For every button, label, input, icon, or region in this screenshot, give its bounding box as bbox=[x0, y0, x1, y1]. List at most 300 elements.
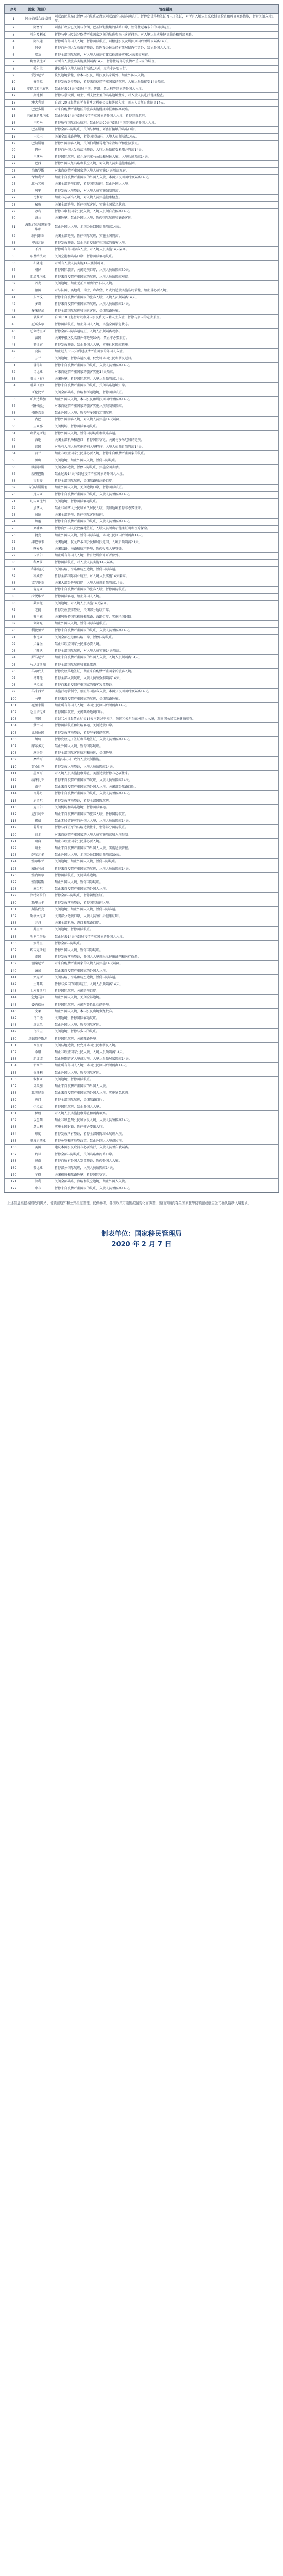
table-row bbox=[5, 1090, 279, 1097]
table-body bbox=[5, 14, 279, 1192]
table-row bbox=[5, 181, 279, 188]
table-row bbox=[5, 140, 279, 147]
row-number: 42 bbox=[5, 301, 23, 308]
row-country: 毛里求斯 bbox=[23, 702, 53, 709]
row-country: 墨西哥 bbox=[23, 770, 53, 777]
row-number: 106 bbox=[5, 736, 23, 743]
table-row bbox=[5, 1036, 279, 1042]
row-policy: 阿联酋民航局已暂停国内航班及往返阿联酋的国际客运航班，暂停发放落地签证及电子签证，对所有入境人员采取健康检查和隔离观察措施，暂时关闭入境口岸。 bbox=[53, 14, 279, 25]
table-row bbox=[5, 1131, 279, 1138]
table-row bbox=[5, 1104, 279, 1110]
table-row bbox=[5, 614, 279, 621]
table-row bbox=[5, 702, 279, 709]
row-country: 汤加 bbox=[23, 968, 53, 974]
row-number: 100 bbox=[5, 696, 23, 702]
table-row bbox=[5, 560, 279, 566]
row-country: 巴林 bbox=[23, 147, 53, 154]
row-policy: 暂停向所有外国人发放签证，暂停外国人入境。 bbox=[53, 1158, 279, 1165]
row-number: 12 bbox=[5, 93, 23, 99]
row-number: 129 bbox=[5, 893, 23, 900]
row-policy: 暂停来自疫情严重国家的旅客入境，入境人员须隔离14天。 bbox=[53, 294, 279, 301]
row-country: 安提瓜和巴布达 bbox=[23, 86, 53, 93]
row-country: 利比里亚 bbox=[23, 628, 53, 634]
table-row bbox=[5, 93, 279, 99]
row-country: 巴哈马 bbox=[23, 120, 53, 127]
table-row bbox=[5, 1015, 279, 1022]
row-country: 意大利 bbox=[23, 1124, 53, 1131]
row-country: 东帝汶 bbox=[23, 294, 53, 301]
row-policy: 暂停向外国人发放落地签证，入境人员须接受检测并隔离14天。 bbox=[53, 147, 279, 154]
row-policy: 暂停国际航班，关闭陆路边境。 bbox=[53, 1036, 279, 1042]
row-number: 119 bbox=[5, 825, 23, 832]
table-row bbox=[5, 539, 279, 546]
table-row bbox=[5, 668, 279, 675]
table-row bbox=[5, 1144, 279, 1151]
row-country: 格鲁吉亚 bbox=[23, 410, 53, 416]
row-number: 28 bbox=[5, 201, 23, 208]
table-row bbox=[5, 31, 279, 38]
issuing-agency: 制表单位：国家移民管理局 bbox=[101, 1230, 182, 1239]
table-row bbox=[5, 526, 279, 532]
row-country: 塞浦路斯 bbox=[23, 879, 53, 886]
row-country: 朝鲜 bbox=[23, 267, 53, 274]
row-policy: 关闭机场和陆路边境，暂停国际客运。 bbox=[53, 1172, 279, 1178]
row-number: 34 bbox=[5, 247, 23, 253]
table-row bbox=[5, 607, 279, 614]
row-number: 30 bbox=[5, 215, 23, 222]
row-country: 加蓬 bbox=[23, 519, 53, 526]
row-number: 141 bbox=[5, 974, 23, 981]
row-country: 也门 bbox=[23, 1097, 53, 1104]
row-number: 57 bbox=[5, 403, 23, 410]
row-country: 巴拉圭 bbox=[23, 133, 53, 140]
row-policy: 关闭边境，仅允许本国公民和居民返回，入境后须隔离21天。 bbox=[53, 539, 279, 546]
row-policy: 禁止非欧盟国家公民入境，入境人员须隔离14天。 bbox=[53, 1049, 279, 1056]
row-number: 128 bbox=[5, 886, 23, 893]
row-number: 78 bbox=[5, 546, 23, 553]
row-policy: 暂停全部国际航班，关闭陆路和海路口岸。 bbox=[53, 478, 279, 485]
row-number: 171 bbox=[5, 1178, 23, 1185]
row-policy: 暂停来自疫情严重国家的航班，入境人员须隔离14天。 bbox=[53, 777, 279, 784]
table-row bbox=[5, 369, 279, 376]
table-row bbox=[5, 215, 279, 222]
table-row bbox=[5, 675, 279, 682]
row-country: 卢旺达 bbox=[23, 648, 53, 655]
row-country: 中非 bbox=[23, 1185, 53, 1192]
row-country: 斯里兰卡 bbox=[23, 900, 53, 906]
row-policy: 对来自疫情严重地区的旅客实施健康申报和隔离观察。 bbox=[53, 106, 279, 113]
row-country: 尼日利亚 bbox=[23, 811, 53, 818]
row-policy: 暂停来自疫情严重国家的航班，关闭陆路边境。 bbox=[53, 696, 279, 702]
row-policy: 关闭陆路、海路和航空边境，暂停发放入境签证。 bbox=[53, 546, 279, 553]
table-row bbox=[5, 301, 279, 308]
row-number: 113 bbox=[5, 784, 23, 791]
row-number: 17 bbox=[5, 127, 23, 133]
row-number: 35 bbox=[5, 253, 23, 260]
row-policy: 暂停国际客运，禁止外国人入境。 bbox=[53, 594, 279, 600]
row-country: 黎巴嫩 bbox=[23, 614, 53, 621]
row-number: 81 bbox=[5, 566, 23, 573]
row-policy: 禁止外国人入境，暂停国际客运。 bbox=[53, 1070, 279, 1076]
row-country: 韩国 bbox=[23, 444, 53, 451]
table-row bbox=[5, 127, 279, 133]
row-country: 爱尔兰 bbox=[23, 65, 53, 72]
row-policy: 实施行动管制令，禁止外国游客入境，本国公民回国后须隔离14天。 bbox=[53, 689, 279, 696]
table-row bbox=[5, 859, 279, 866]
row-number: 41 bbox=[5, 294, 23, 301]
table-row bbox=[5, 52, 279, 59]
row-country: 巴基斯坦 bbox=[23, 127, 53, 133]
row-number: 162 bbox=[5, 1117, 23, 1124]
row-policy: 禁止过去14天内到过疫情严重国家的外国人入境。 bbox=[53, 471, 279, 478]
row-country: 阿尔及利亚 bbox=[23, 31, 53, 38]
table-row bbox=[5, 1029, 279, 1036]
row-country: 荷兰 bbox=[23, 451, 53, 457]
row-number: 7 bbox=[5, 59, 23, 65]
row-policy: 阿富汗政府已关闭与伊朗、巴基斯坦接壤的陆路口岸，暂停往返喀布尔的国际航班。 bbox=[53, 25, 279, 31]
policy-table-frame bbox=[4, 4, 279, 1193]
row-policy: 暂停所有外国人入境，暂停国际航班，阿根廷公民及居民回国后须居家隔离14天。 bbox=[53, 38, 279, 45]
table-row bbox=[5, 167, 279, 174]
row-number: 68 bbox=[5, 478, 23, 485]
table-row bbox=[5, 1070, 279, 1076]
row-policy: 关闭全部边境，暂停国际客运航班。 bbox=[53, 512, 279, 519]
row-number: 111 bbox=[5, 770, 23, 777]
row-policy: 暂停来自疫情严重国家的航班，入境人员须隔离14天。 bbox=[53, 628, 279, 634]
row-policy: 关闭边境，暂停与多国的航班。 bbox=[53, 1029, 279, 1036]
row-number: 54 bbox=[5, 383, 23, 389]
row-country: 巴巴多斯 bbox=[23, 106, 53, 113]
row-policy: 暂停全部国际航班，暂停朝觐签证。 bbox=[53, 893, 279, 900]
table-row bbox=[5, 233, 279, 240]
row-number: 155 bbox=[5, 1070, 23, 1076]
row-policy: 暂停与西班牙的陆路边境往来，暂停部分国际航班。 bbox=[53, 825, 279, 832]
row-number: 61 bbox=[5, 430, 23, 437]
row-policy: 禁止过去30天内到过疫情严重国家的外国人入境。 bbox=[53, 349, 279, 355]
row-country: 新加坡 bbox=[23, 1056, 53, 1063]
row-number: 131 bbox=[5, 906, 23, 913]
table-row bbox=[5, 25, 279, 31]
row-country: 所罗门群岛 bbox=[23, 934, 53, 940]
row-country: 冰岛 bbox=[23, 208, 53, 215]
row-country: 纳米比亚 bbox=[23, 777, 53, 784]
row-policy: 暂停来自疫情严重国家的航班，入境人员须隔离14天。 bbox=[53, 362, 279, 369]
row-number: 3 bbox=[5, 31, 23, 38]
row-policy: 关闭陆地边境，仅允许本国公民和居民入境。 bbox=[53, 1042, 279, 1049]
row-policy: 关闭空港和陆路口岸，暂停国际客运航班。 bbox=[53, 253, 279, 260]
row-number: 38 bbox=[5, 274, 23, 280]
row-country: 黑山 bbox=[23, 457, 53, 464]
row-number: 172 bbox=[5, 1185, 23, 1192]
row-country: 叙利亚 bbox=[23, 1076, 53, 1083]
row-country: 沙特阿拉伯 bbox=[23, 893, 53, 900]
row-policy: 关闭部分边境口岸，入境人员须出示健康证明。 bbox=[53, 913, 279, 920]
row-country: 越南 bbox=[23, 1158, 53, 1165]
table-row bbox=[5, 59, 279, 65]
row-country: 文莱 bbox=[23, 1008, 53, 1015]
row-policy: 暂停全部国际航班和海运客运，关闭陆路边境。 bbox=[53, 308, 279, 314]
table-row bbox=[5, 403, 279, 410]
table-row bbox=[5, 770, 279, 777]
row-policy: 关闭全部陆路、海路和河运边境，暂停国际航班。 bbox=[53, 389, 279, 396]
row-country: 斯洛伐克 bbox=[23, 906, 53, 913]
table-row bbox=[5, 86, 279, 93]
row-country: 埃及 bbox=[23, 52, 53, 59]
row-policy: 建议本国公民取消非必要出行，入境人员须自我隔离。 bbox=[53, 1144, 279, 1151]
row-policy: 暂停外国人经陆路和航空入境，对入境人员实施健康监测。 bbox=[53, 161, 279, 167]
row-number: 76 bbox=[5, 532, 23, 539]
row-number: 124 bbox=[5, 859, 23, 866]
row-number: 47 bbox=[5, 335, 23, 342]
row-country: 布隆迪 bbox=[23, 260, 53, 267]
row-policy: 关闭全部空港和陆路口岸，暂停国际航班。 bbox=[53, 634, 279, 641]
row-number: 108 bbox=[5, 750, 23, 757]
row-number: 75 bbox=[5, 526, 23, 532]
row-country: 法国 bbox=[23, 335, 53, 342]
row-number: 169 bbox=[5, 1165, 23, 1172]
row-country: 日本 bbox=[23, 832, 53, 838]
table-row bbox=[5, 1042, 279, 1049]
row-policy: 暂停全部国际航班，关闭与伊朗、阿富汗接壤的陆路口岸。 bbox=[53, 127, 279, 133]
table-row bbox=[5, 342, 279, 348]
table-row bbox=[5, 1165, 279, 1172]
table-row bbox=[5, 267, 279, 274]
table-row bbox=[5, 709, 279, 716]
table-row bbox=[5, 287, 279, 294]
row-country: 葡萄牙 bbox=[23, 825, 53, 832]
table-row bbox=[5, 641, 279, 648]
row-country: 保加利亚 bbox=[23, 174, 53, 181]
row-number: 50 bbox=[5, 355, 23, 362]
row-country: 巴布亚新几内亚 bbox=[23, 113, 53, 120]
row-number: 49 bbox=[5, 349, 23, 355]
row-country: 马耳他 bbox=[23, 675, 53, 682]
row-country: 利比亚 bbox=[23, 634, 53, 641]
row-number: 136 bbox=[5, 940, 23, 947]
row-number: 27 bbox=[5, 195, 23, 201]
row-country: 芬兰 bbox=[23, 355, 53, 362]
row-country: 印度 bbox=[23, 1131, 53, 1138]
row-policy: 建议所有入境人员自行隔离14天，取消非必要出行。 bbox=[53, 65, 279, 72]
row-country: 海地 bbox=[23, 437, 53, 444]
table-row bbox=[5, 621, 279, 628]
table-row bbox=[5, 988, 279, 995]
table-row bbox=[5, 1124, 279, 1131]
row-country: 刚果（布） bbox=[23, 376, 53, 382]
table-row bbox=[5, 872, 279, 879]
row-country: 拉脱维亚 bbox=[23, 594, 53, 600]
table-row bbox=[5, 161, 279, 167]
row-policy: 暂停国际航班，禁止外国人入境。 bbox=[53, 1104, 279, 1110]
row-number: 1 bbox=[5, 14, 23, 25]
row-number: 9 bbox=[5, 72, 23, 79]
row-country: 肯尼亚 bbox=[23, 587, 53, 594]
row-number: 97 bbox=[5, 675, 23, 682]
table-row bbox=[5, 1002, 279, 1008]
row-policy: 对入境人员实施健康筛查和隔离观察。 bbox=[53, 1110, 279, 1117]
table-row bbox=[5, 784, 279, 791]
row-country: 巴拿马 bbox=[23, 154, 53, 161]
row-country: 突尼斯 bbox=[23, 974, 53, 981]
row-country: 波兰 bbox=[23, 215, 53, 222]
row-country: 俄罗斯 bbox=[23, 315, 53, 321]
row-policy: 暂停全部国际航班。 bbox=[53, 940, 279, 947]
row-country: 马拉维 bbox=[23, 682, 53, 689]
row-country: 秘鲁 bbox=[23, 201, 53, 208]
table-row bbox=[5, 281, 279, 287]
table-row bbox=[5, 423, 279, 430]
row-number: 59 bbox=[5, 417, 23, 423]
row-policy: 暂停全部国际客运航班，入境人员须隔离观察。 bbox=[53, 328, 279, 335]
column-header-policy: 管控措施 bbox=[53, 5, 279, 14]
row-country: 阿富汗 bbox=[23, 25, 53, 31]
row-number: 103 bbox=[5, 716, 23, 723]
row-number: 102 bbox=[5, 709, 23, 716]
row-policy: 实施全国封锁，暂停非必要出入境。 bbox=[53, 1124, 279, 1131]
row-policy: 禁止来自疫情严重国家的外国人入境，关闭部分陆路口岸。 bbox=[53, 784, 279, 791]
row-policy: 对所有入境人员实施特别入境程序，入境人员须自我隔离14天。 bbox=[53, 444, 279, 451]
row-policy: 关闭全部边境口岸，暂停国际航班，禁止外国人入境。 bbox=[53, 181, 279, 188]
row-country: 泰国 bbox=[23, 954, 53, 961]
row-number: 6 bbox=[5, 52, 23, 59]
row-country: 乌干达 bbox=[23, 1015, 53, 1022]
row-number: 104 bbox=[5, 723, 23, 730]
table-row bbox=[5, 879, 279, 886]
row-number: 44 bbox=[5, 315, 23, 321]
row-policy: 恢复边境管控，除本国公民、居民及其家属外，禁止外国人入境。 bbox=[53, 72, 279, 79]
row-number: 22 bbox=[5, 161, 23, 167]
row-number: 118 bbox=[5, 818, 23, 825]
row-country: 北马其顿 bbox=[23, 181, 53, 188]
row-policy: 暂停发放落地签证，禁止来自疫情严重国家的旅客入境。 bbox=[53, 668, 279, 675]
row-number: 148 bbox=[5, 1022, 23, 1029]
table-row bbox=[5, 662, 279, 668]
row-country: 哥伦比亚 bbox=[23, 389, 53, 396]
row-policy: 禁止短期访客入境或过境，入境人员须居家隔离14天。 bbox=[53, 1056, 279, 1063]
row-country: 阿曼 bbox=[23, 45, 53, 52]
row-country: 贝宁 bbox=[23, 188, 53, 195]
row-country: 蒙古国 bbox=[23, 723, 53, 730]
row-country: 巴西 bbox=[23, 161, 53, 167]
row-number: 67 bbox=[5, 471, 23, 478]
row-country: 阿根廷 bbox=[23, 38, 53, 45]
row-number: 18 bbox=[5, 133, 23, 140]
row-policy: 暂停免签和落地签政策，禁止外国人入境或过境。 bbox=[53, 1138, 279, 1144]
row-policy: 暂停来自疫情严重国家的航班，关闭陆路边境口岸。 bbox=[53, 383, 279, 389]
table-row bbox=[5, 45, 279, 52]
row-number: 36 bbox=[5, 260, 23, 267]
row-country: 多米尼加 bbox=[23, 308, 53, 314]
signature-block bbox=[0, 1229, 283, 1250]
row-number: 63 bbox=[5, 444, 23, 451]
row-policy: 禁止外国人入境，暂停国际航班。 bbox=[53, 743, 279, 750]
row-policy: 暂停发放所有签证，暂停全部国际商业航班入境。 bbox=[53, 1131, 279, 1138]
row-number: 40 bbox=[5, 287, 23, 294]
row-country: 捷克 bbox=[23, 532, 53, 539]
table-row bbox=[5, 247, 279, 253]
row-policy: 暂停全部国际航班，关闭陆路口岸。 bbox=[53, 1097, 279, 1104]
table-row bbox=[5, 349, 279, 355]
table-row bbox=[5, 120, 279, 127]
table-row bbox=[5, 757, 279, 764]
row-policy: 关闭全部机场和港口，暂停国际客运，关闭与多米尼加的边境。 bbox=[53, 437, 279, 444]
table-row bbox=[5, 594, 279, 600]
row-policy: 禁止来自疫情严重国家的外国人入境。 bbox=[53, 968, 279, 974]
row-country: 摩纳哥 bbox=[23, 757, 53, 764]
table-row bbox=[5, 389, 279, 396]
table-row bbox=[5, 1056, 279, 1063]
row-number: 94 bbox=[5, 655, 23, 662]
table-row bbox=[5, 927, 279, 934]
row-number: 19 bbox=[5, 140, 23, 147]
table-row bbox=[5, 743, 279, 750]
row-number: 77 bbox=[5, 539, 23, 546]
row-country: 土库曼斯坦 bbox=[23, 988, 53, 995]
table-row bbox=[5, 485, 279, 492]
row-policy: 禁止非加拿大公民和永久居民入境，美加边境暂停非必要往来。 bbox=[53, 505, 279, 512]
row-country: 基里巴斯 bbox=[23, 471, 53, 478]
table-row bbox=[5, 546, 279, 553]
row-country: 坦桑尼亚 bbox=[23, 961, 53, 968]
row-policy: 暂停与多国的国际航班，入境人员须隔离14天。 bbox=[53, 981, 279, 988]
row-policy: 自3月18日起暂时限制外国公民和无国籍人士入境，暂停与多国的定期航班。 bbox=[53, 315, 279, 321]
table-row bbox=[5, 444, 279, 451]
row-country: 克罗地亚 bbox=[23, 580, 53, 587]
table-row bbox=[5, 838, 279, 845]
row-country: 圭亚那 bbox=[23, 423, 53, 430]
row-policy: 暂停国际航班，关闭陆路边境口岸。 bbox=[53, 709, 279, 716]
row-number: 120 bbox=[5, 832, 23, 838]
row-number: 43 bbox=[5, 308, 23, 314]
row-country: 伊朗 bbox=[23, 1110, 53, 1117]
row-country: 厄瓜多尔 bbox=[23, 321, 53, 328]
row-number: 46 bbox=[5, 328, 23, 335]
row-policy: 暂停国际航班，对入境人员实施14天隔离。 bbox=[53, 560, 279, 566]
row-number: 134 bbox=[5, 927, 23, 934]
row-country: 瑞典 bbox=[23, 838, 53, 845]
table-row bbox=[5, 154, 279, 161]
table-row bbox=[5, 791, 279, 798]
row-number: 142 bbox=[5, 981, 23, 988]
row-number: 156 bbox=[5, 1076, 23, 1083]
row-policy: 暂停向来自疫情严重国家的旅客发放签证。 bbox=[53, 682, 279, 689]
row-country: 罗马尼亚 bbox=[23, 655, 53, 662]
table-row bbox=[5, 188, 279, 195]
row-policy: 关闭全部边境，暂停国际航班，实施全国宵禁。 bbox=[53, 464, 279, 471]
row-policy: 暂停发放签证，禁止来自疫情严重国家的旅客入境。 bbox=[53, 240, 279, 246]
row-country: 马尔代夫 bbox=[23, 668, 53, 675]
row-country: 哥斯达黎加 bbox=[23, 396, 53, 403]
row-policy: 对来自疫情严重国家的入境人员实施隔离和入境限制。 bbox=[53, 832, 279, 838]
row-policy: 暂停发放旅游签证，关闭部分边境口岸。 bbox=[53, 607, 279, 614]
row-number: 11 bbox=[5, 86, 23, 93]
table-row bbox=[5, 321, 279, 328]
row-number: 166 bbox=[5, 1144, 23, 1151]
table-header-row bbox=[5, 5, 279, 14]
table-row bbox=[5, 886, 279, 893]
row-number: 105 bbox=[5, 730, 23, 736]
row-number: 53 bbox=[5, 376, 23, 382]
row-country: 苏里南 bbox=[23, 927, 53, 934]
row-country: 塞拉利昂 bbox=[23, 866, 53, 872]
row-number: 24 bbox=[5, 174, 23, 181]
row-country: 几内亚 bbox=[23, 492, 53, 498]
row-number: 74 bbox=[5, 519, 23, 526]
row-number: 60 bbox=[5, 423, 23, 430]
table-row bbox=[5, 750, 279, 757]
row-number: 127 bbox=[5, 879, 23, 886]
row-country: 塔吉克斯坦 bbox=[23, 947, 53, 954]
